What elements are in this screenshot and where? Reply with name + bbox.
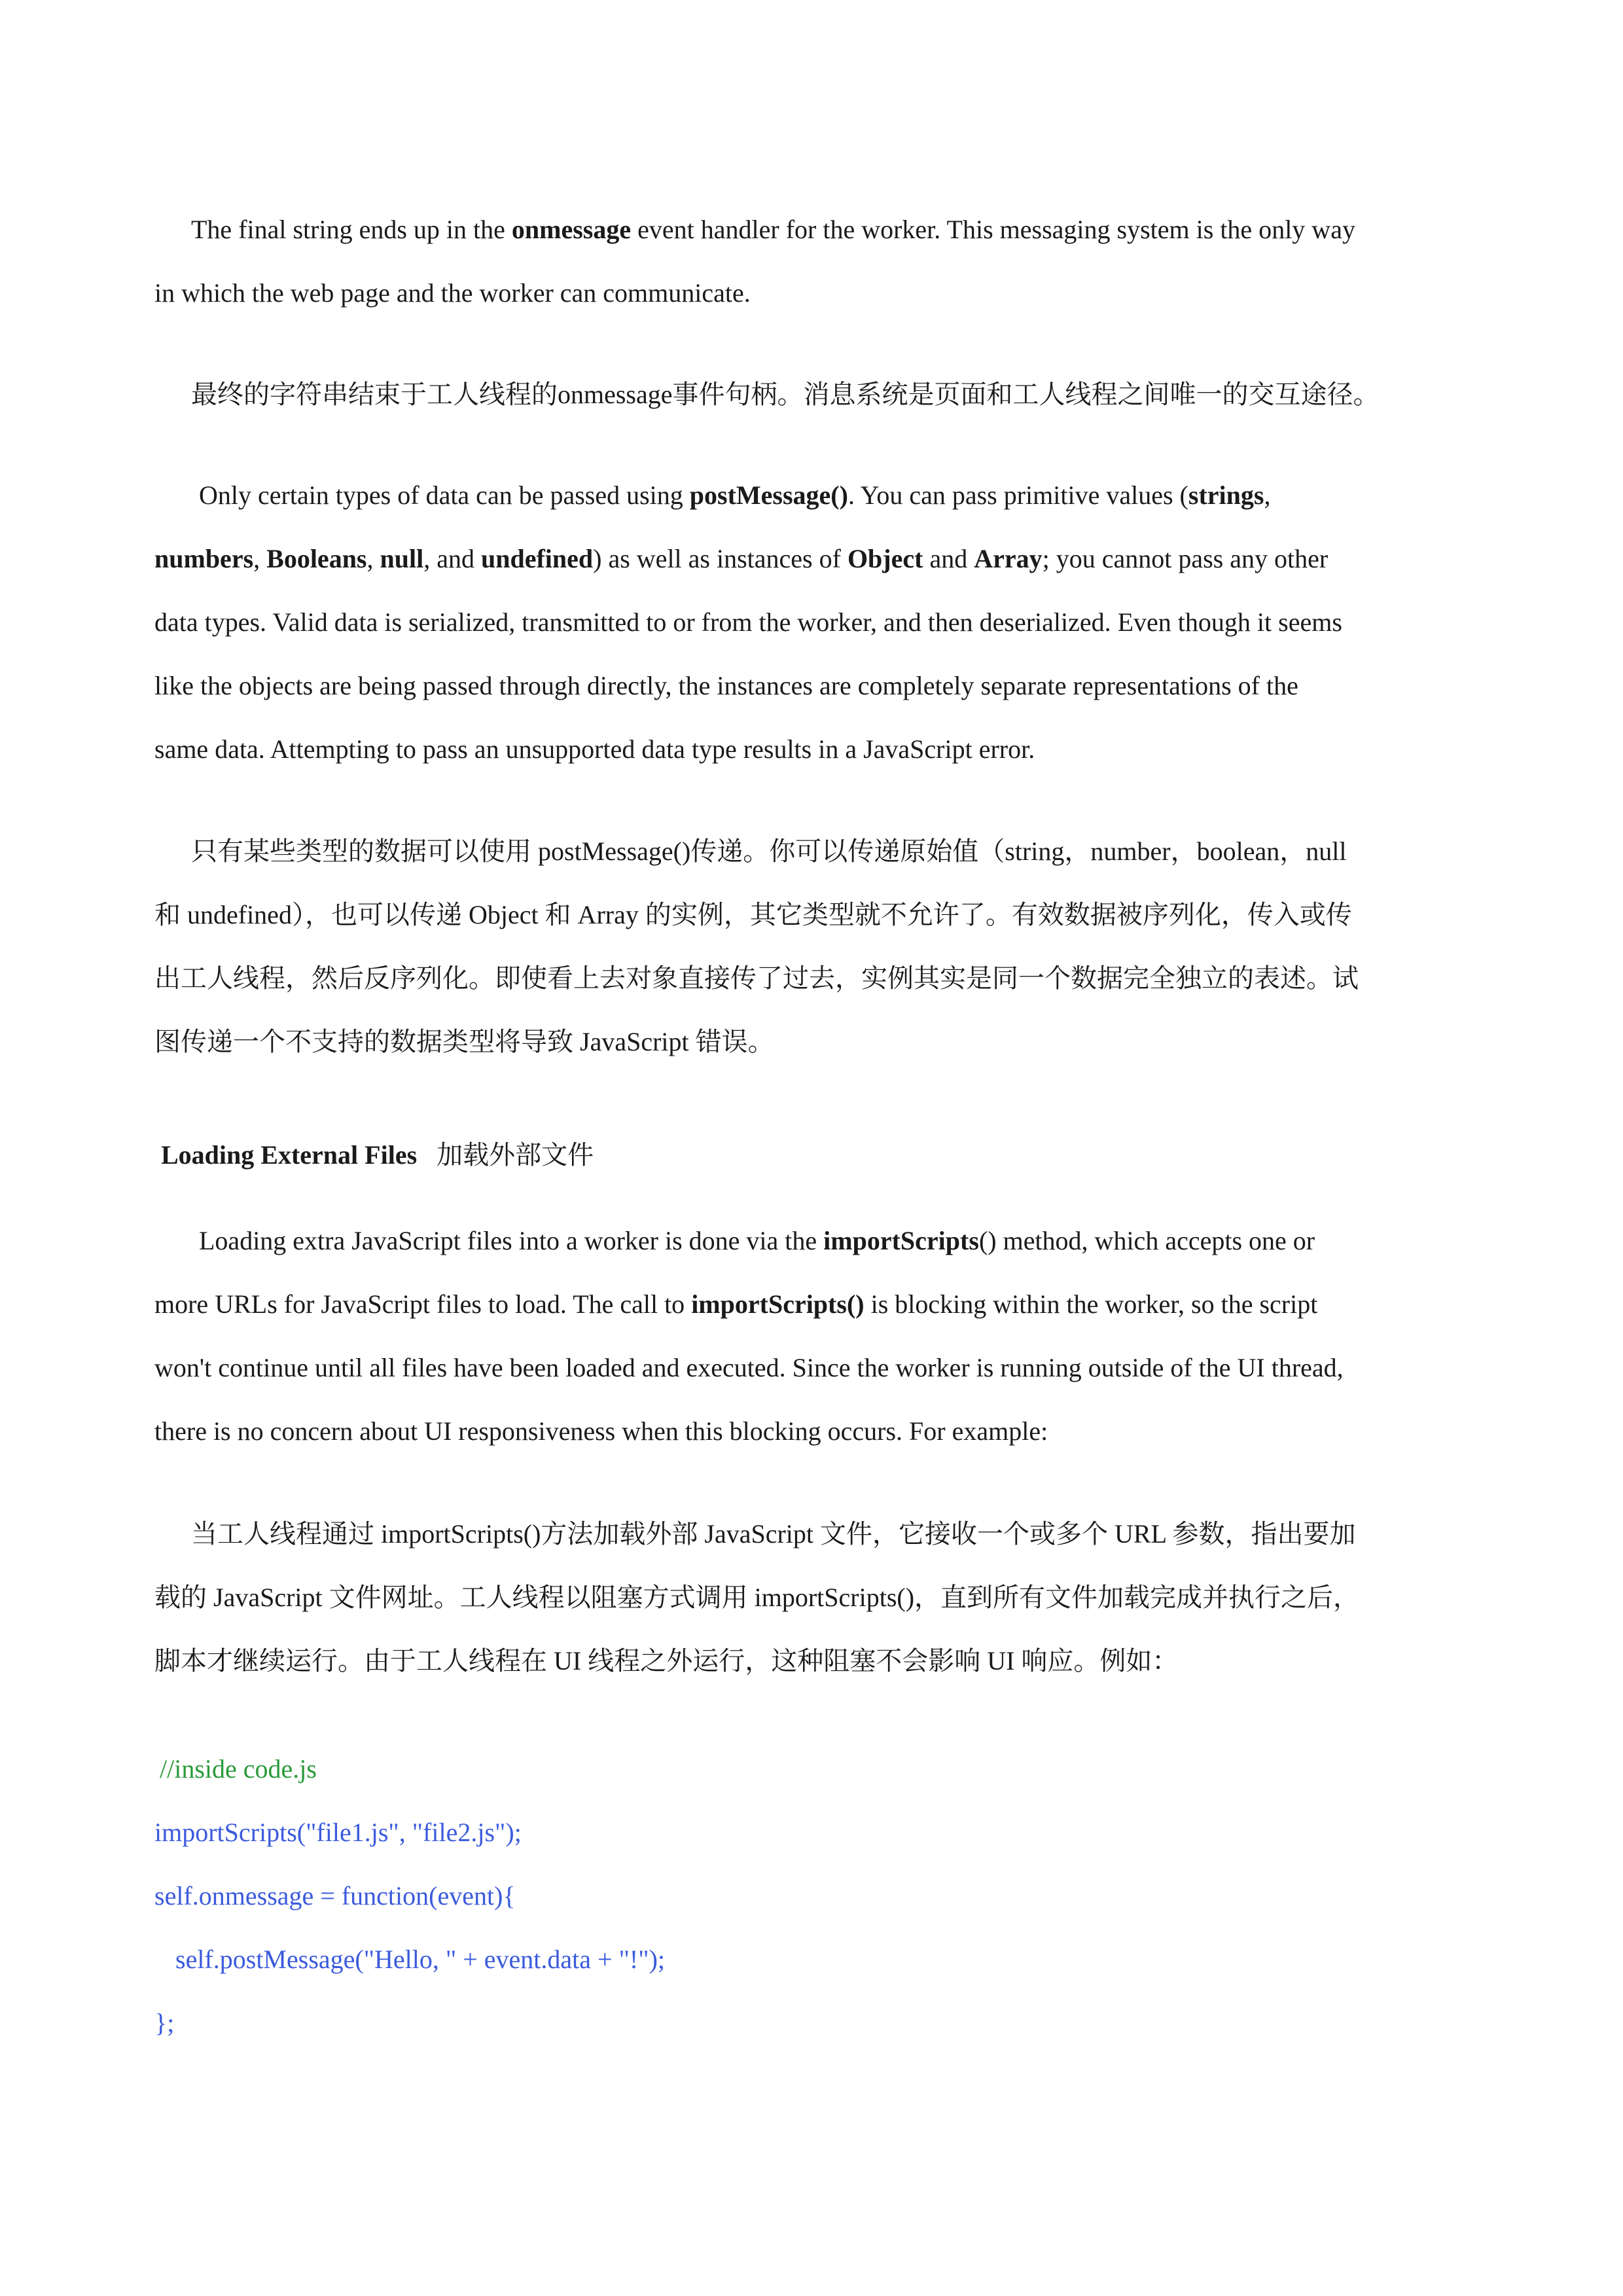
paragraph-postmessage-en xyxy=(154,463,1470,781)
section-heading-cn: 加载外部文件 xyxy=(437,1140,594,1170)
paragraph-line: like the objects are being passed through directly, the instances are completely separate representations of the xyxy=(154,671,1298,700)
paragraph-line: 只有某些类型的数据可以使用 postMessage()传递。你可以传递原始值（string，number，boolean，null xyxy=(191,836,1347,866)
paragraph-onmessage-en xyxy=(154,198,1470,325)
code-line: }; xyxy=(154,2008,175,2037)
paragraph-line: 图传递一个不支持的数据类型将导致 JavaScript 错误。 xyxy=(154,1027,774,1056)
section-heading xyxy=(161,1123,594,1187)
paragraph-line: The final string ends up in the onmessage event handler for the worker. This messaging system is the only way xyxy=(191,215,1355,244)
paragraph-postmessage-cn xyxy=(154,819,1470,1073)
paragraph-line: won't continue until all files have been loaded and executed. Since the worker is running outside of the UI thread, xyxy=(154,1353,1344,1382)
paragraph-line: there is no concern about UI responsiveness when this blocking occurs. For example: xyxy=(154,1416,1048,1446)
paragraph-line: 载的 JavaScript 文件网址。工人线程以阻塞方式调用 importScripts()，直到所有文件加载完成并执行之后， xyxy=(154,1583,1360,1612)
code-sample xyxy=(154,1737,665,2054)
code-line: importScripts("file1.js", "file2.js"); xyxy=(154,1818,522,1847)
paragraph-line: more URLs for JavaScript files to load. The call to importScripts() is blocking within the worker, so the script xyxy=(154,1289,1318,1319)
code-line: self.onmessage = function(event){ xyxy=(154,1881,516,1910)
paragraph-line: numbers, Booleans, null, and undefined) as well as instances of Object and Array; you cannot pass any other xyxy=(154,544,1329,573)
paragraph-line: 和 undefined），也可以传递 Object 和 Array 的实例，其它类型就不允许了。有效数据被序列化，传入或传 xyxy=(154,900,1352,929)
paragraph-onmessage-cn xyxy=(154,363,1470,426)
paragraph-line: 最终的字符串结束于工人线程的onmessage事件句柄。消息系统是页面和工人线程之间唯一的交互途径。 xyxy=(191,380,1380,409)
paragraph-line: 当工人线程通过 importScripts()方法加载外部 JavaScript 文件，它接收一个或多个 URL 参数，指出要加 xyxy=(191,1519,1356,1549)
paragraph-importscripts-en xyxy=(154,1209,1470,1463)
paragraph-line: 出工人线程，然后反序列化。即使看上去对象直接传了过去，实例其实是同一个数据完全独立的表述。试 xyxy=(154,963,1359,993)
bold-term-onmessage: onmessage xyxy=(511,215,632,244)
paragraph-line: same data. Attempting to pass an unsupported data type results in a JavaScript error. xyxy=(154,734,1035,764)
code-line: self.postMessage("Hello, " + event.data + "!"); xyxy=(175,1945,666,1974)
paragraph-line: 脚本才继续运行。由于工人线程在 UI 线程之外运行，这种阻塞不会影响 UI 响应。例如： xyxy=(154,1646,1179,1676)
code-comment: //inside code.js xyxy=(160,1754,317,1784)
paragraph-line: Loading extra JavaScript files into a worker is done via the importScripts() method, which accepts one or xyxy=(199,1226,1315,1255)
paragraph-importscripts-cn xyxy=(154,1502,1470,1693)
section-heading-en: Loading External Files xyxy=(161,1140,418,1170)
paragraph-line: data types. Valid data is serialized, transmitted to or from the worker, and then deserialized. Even though it seems xyxy=(154,607,1342,637)
paragraph-line: in which the web page and the worker can communicate. xyxy=(154,278,751,308)
paragraph-line: Only certain types of data can be passed using postMessage(). You can pass primitive values (strings, xyxy=(199,480,1271,510)
